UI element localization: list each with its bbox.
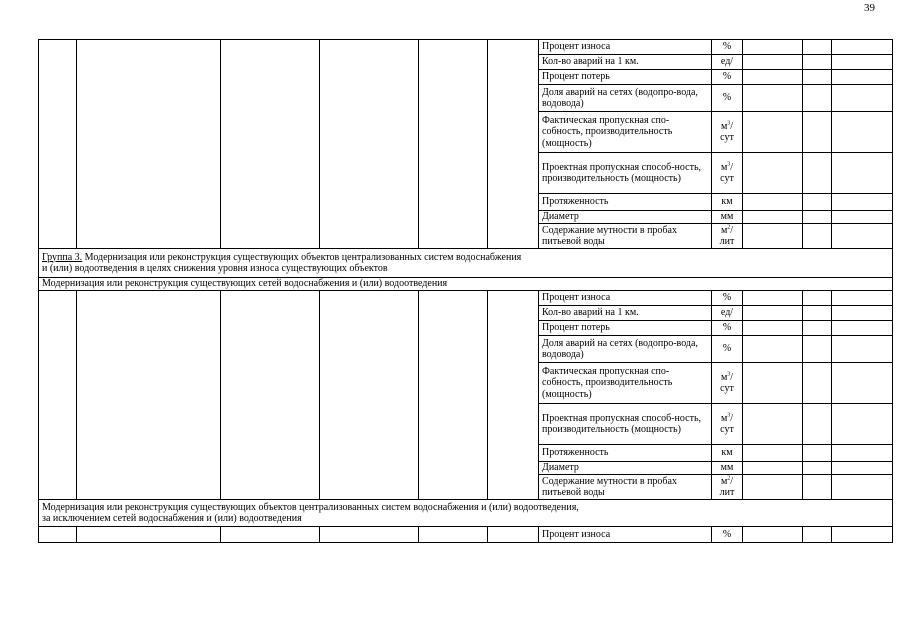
indicator-name: Протяженность — [539, 445, 712, 462]
indicator-unit: % — [712, 321, 743, 336]
indicator-name: Фактическая пропускная спо-собность, производительность (мощность) — [539, 363, 712, 404]
indicator-name: Процент износа — [539, 291, 712, 306]
empty-cell — [320, 40, 419, 249]
empty-cell — [77, 40, 221, 249]
indicator-unit: % — [712, 70, 743, 85]
indicator-unit: $м^3/$ сут — [712, 153, 743, 194]
indicator-name: Протяженность — [539, 194, 712, 211]
indicator-name: Процент износа — [539, 527, 712, 543]
indicator-name: Проектная пропускная способ-ность, производительность (мощность) — [539, 153, 712, 194]
indicator-name: Проектная пропускная способ-ность, производительность (мощность) — [539, 404, 712, 445]
empty-cell — [39, 40, 77, 249]
indicator-name: Процент износа — [539, 40, 712, 55]
indicator-name: Процент потерь — [539, 70, 712, 85]
empty-cell — [221, 40, 320, 249]
subsection-networks: Модернизация или реконструкция существующих сетей водоснабжения и (или) водоотведения — [39, 278, 893, 291]
group-label: Группа 3. — [42, 251, 83, 263]
indicator-unit: мм — [712, 211, 743, 224]
table-row — [39, 291, 893, 306]
indicator-name: Содержание мутности в пробах питьевой воды — [539, 224, 712, 249]
investment-program-table — [38, 39, 893, 543]
indicator-name: Кол-во аварий на 1 км. — [539, 55, 712, 70]
indicator-unit: ед/ — [712, 55, 743, 70]
table-row — [39, 40, 893, 55]
indicator-unit: $м^2/$ лит — [712, 224, 743, 249]
table-row — [39, 527, 893, 543]
subsection-row — [39, 278, 893, 291]
indicator-unit: % — [712, 291, 743, 306]
subsection-objects: Модернизация или реконструкция существующих объектов централизованных систем водоснабжения и (или) водоотведения, за исключением сетей водоснабжения и (или) водоотведения — [39, 500, 893, 527]
indicator-unit: $м^3/$ сут — [712, 363, 743, 404]
indicator-name: Содержание мутности в пробах питьевой воды — [539, 475, 712, 500]
page-number: 39 — [864, 2, 875, 14]
indicator-name: Кол-во аварий на 1 км. — [539, 306, 712, 321]
indicator-unit: $м^3/$ сут — [712, 112, 743, 153]
indicator-name: Доля аварий на сетях (водопро-вода, водовода) — [539, 85, 712, 112]
indicator-name: Диаметр — [539, 211, 712, 224]
indicator-name: Процент потерь — [539, 321, 712, 336]
indicator-unit: % — [712, 527, 743, 543]
indicator-unit: % — [712, 40, 743, 55]
indicator-unit: км — [712, 445, 743, 462]
subsection-row — [39, 500, 893, 527]
indicator-unit: % — [712, 85, 743, 112]
indicator-unit: мм — [712, 462, 743, 475]
indicator-name: Фактическая пропускная спо-собность, производительность (мощность) — [539, 112, 712, 153]
group-title-line1: Модернизация или реконструкция существующих объектов централизованных систем водоснабжения — [82, 251, 522, 263]
indicator-unit: $м^2/$ лит — [712, 475, 743, 500]
empty-cell — [488, 40, 539, 249]
indicator-unit: % — [712, 336, 743, 363]
group-header-row — [39, 249, 893, 278]
indicator-unit: $м^3/$ сут — [712, 404, 743, 445]
indicator-unit: км — [712, 194, 743, 211]
indicator-name: Доля аварий на сетях (водопро-вода, водовода) — [539, 336, 712, 363]
group-header — [39, 249, 893, 278]
indicator-unit: ед/ — [712, 306, 743, 321]
group-title-line2: и (или) водоотведения в целях снижения уровня износа существующих объектов — [42, 263, 388, 274]
indicator-name: Диаметр — [539, 462, 712, 475]
empty-cell — [419, 40, 488, 249]
